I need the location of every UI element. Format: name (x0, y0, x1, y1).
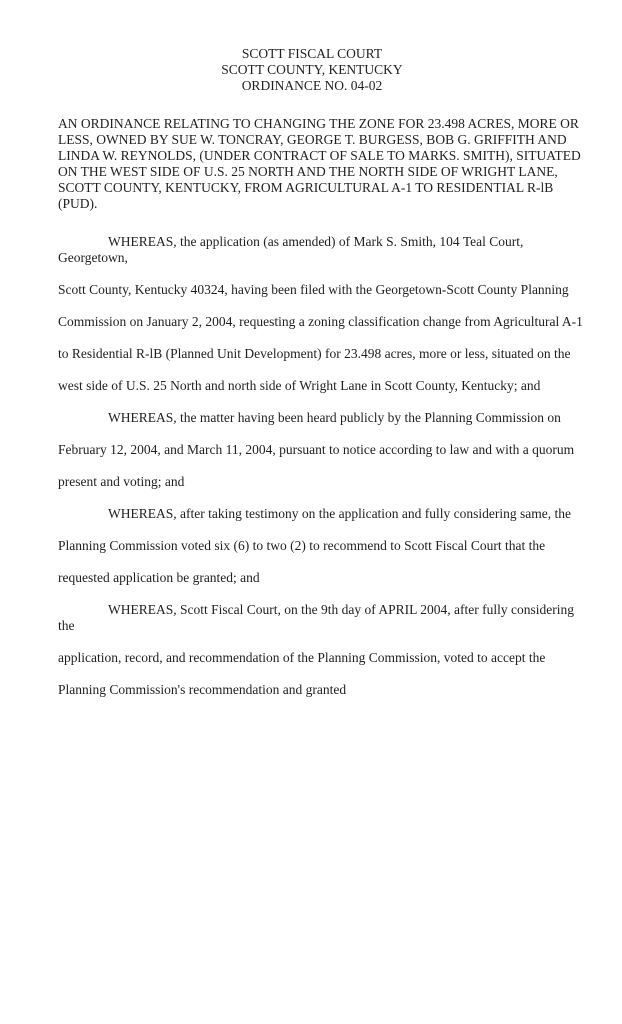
body-line: application, record, and recommendation of the Planning Commission, voted to accept the (58, 650, 546, 665)
body-line: WHEREAS, the matter having been heard publicly by the Planning Commission on (108, 410, 561, 425)
body-line: Georgetown, (58, 250, 128, 265)
body-line: to Residential R-lB (Planned Unit Development) for 23.498 acres, more or less, situated on the (58, 346, 571, 361)
ordinance-title-paragraph (58, 116, 581, 212)
ordinance-body (58, 234, 583, 698)
body-line: Commission on January 2, 2004, requesting a zoning classification change from Agricultural A-1 (58, 314, 583, 329)
title-line: (PUD). (58, 196, 98, 211)
header-line-court: SCOTT FISCAL COURT (241, 46, 383, 61)
body-line: Planning Commission's recommendation and granted (58, 682, 347, 697)
body-line: west side of U.S. 25 North and north side of Wright Lane in Scott County, Kentucky; and (58, 378, 541, 393)
body-line: WHEREAS, the application (as amended) of Mark S. Smith, 104 Teal Court, (108, 234, 524, 249)
body-line: WHEREAS, Scott Fiscal Court, on the 9th day of APRIL 2004, after fully considering (108, 602, 574, 617)
header-line-county: SCOTT COUNTY, KENTUCKY (221, 62, 403, 77)
body-line: Planning Commission voted six (6) to two (2) to recommend to Scott Fiscal Court that the (58, 538, 546, 553)
header-line-ordinance-number: ORDINANCE NO. 04-02 (241, 78, 383, 93)
body-line: WHEREAS, after taking testimony on the application and fully considering same, the (108, 506, 572, 521)
title-line: SCOTT COUNTY, KENTUCKY, FROM AGRICULTURAL A-1 TO RESIDENTIAL R-lB (58, 180, 554, 195)
body-line: the (58, 618, 75, 633)
title-line: AN ORDINANCE RELATING TO CHANGING THE ZONE FOR 23.498 ACRES, MORE OR (58, 116, 579, 131)
document-header (58, 46, 566, 94)
body-line: Scott County, Kentucky 40324, having been filed with the Georgetown-Scott County Planning (58, 282, 569, 297)
body-line: February 12, 2004, and March 11, 2004, pursuant to notice according to law and with a quorum (58, 442, 575, 457)
title-line: LESS, OWNED BY SUE W. TONCRAY, GEORGE T. BURGESS, BOB G. GRIFFITH AND (58, 132, 567, 147)
body-line: present and voting; and (58, 474, 185, 489)
body-line: requested application be granted; and (58, 570, 260, 585)
title-line: LINDA W. REYNOLDS, (UNDER CONTRACT OF SALE TO MARKS. SMITH), SITUATED (58, 148, 581, 163)
title-line: ON THE WEST SIDE OF U.S. 25 NORTH AND THE NORTH SIDE OF WRIGHT LANE, (58, 164, 558, 179)
